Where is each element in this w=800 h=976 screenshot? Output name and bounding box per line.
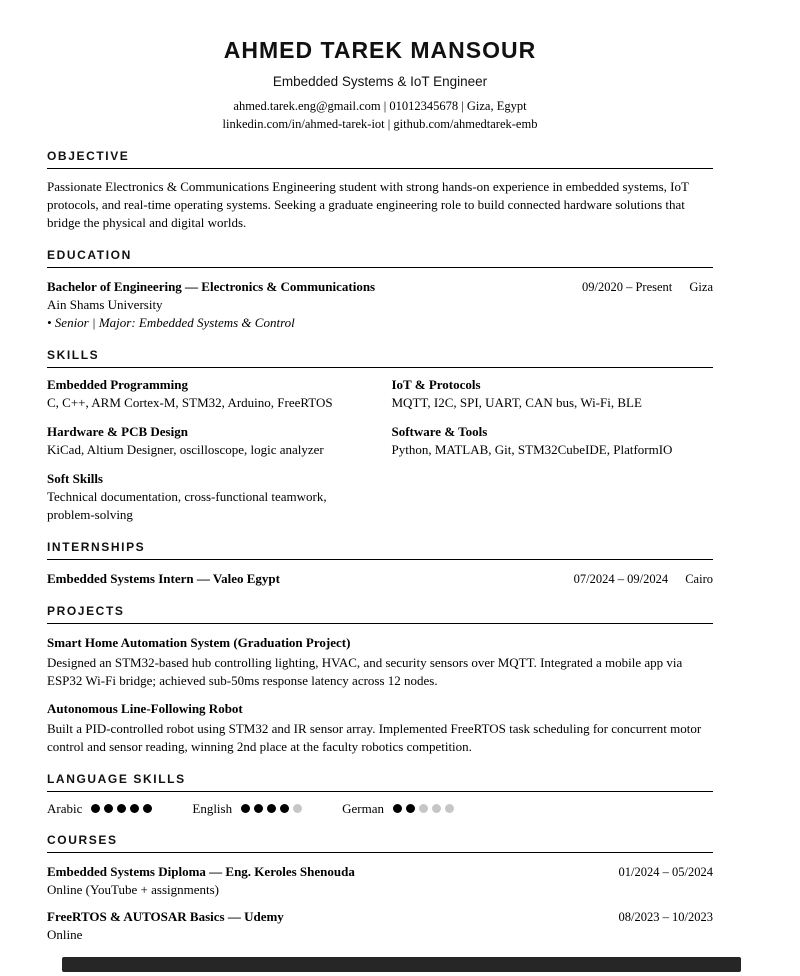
skills-heading: SKILLS [47,349,713,368]
language-level-dots [393,801,458,817]
contact-line-2: linkedin.com/in/ahmed-tarek-iot | github.com/ahmedtarek-emb [222,116,538,131]
internship-location: Cairo [685,572,713,586]
internships-heading: INTERNSHIPS [47,541,713,560]
internship-entry-row [47,570,713,588]
contact-line-1: ahmed.tarek.eng@gmail.com | 01012345678 | Giza, Egypt [233,99,527,113]
course-subtitle: Online (YouTube + assignments) [47,882,220,897]
skill-group-embedded-programming [47,376,369,412]
section-languages [47,773,713,817]
course-entry-row [47,908,713,926]
courses-heading: COURSES [47,834,713,853]
course-title: FreeRTOS & AUTOSAR Basics — Udemy [47,909,284,924]
level-dot-filled [241,804,250,813]
level-dot-empty [419,804,428,813]
language-level-dots [91,801,156,817]
skill-group-items: KiCad, Altium Designer, oscilloscope, logic analyzer [47,442,324,457]
candidate-title: Embedded Systems & IoT Engineer [272,74,488,89]
section-education [47,249,713,332]
objective-heading: OBJECTIVE [47,150,713,169]
languages-heading: LANGUAGE SKILLS [47,773,713,792]
school-name: Ain Shams University [47,297,163,312]
internship-date-location [574,570,713,588]
projects-heading: PROJECTS [47,605,713,624]
education-location: Giza [689,280,713,294]
skill-group-iot-protocols [392,376,714,412]
level-dot-filled [254,804,263,813]
course-subtitle: Online [47,927,83,942]
internship-title: Embedded Systems Intern — Valeo Egypt [47,571,280,586]
project-description: Designed an STM32-based hub controlling lighting, HVAC, and security sensors over MQTT. Integrated a mobile app via ESP32 Wi-Fi bridge; achieved sub-50ms response latency across 12 nodes. [47,655,683,688]
project-entry [47,700,713,756]
level-dot-filled [130,804,139,813]
education-date-location [582,278,713,296]
section-skills [47,349,713,524]
education-entry [47,278,713,332]
skill-group-title: Software & Tools [391,424,488,439]
level-dot-empty [432,804,441,813]
horizontal-scrollbar-thumb[interactable] [62,957,741,972]
skill-group-items: MQTT, I2C, SPI, UART, CAN bus, Wi-Fi, BLE [391,395,642,410]
level-dot-filled [267,804,276,813]
level-dot-empty [293,804,302,813]
level-dot-filled [280,804,289,813]
language-row [47,801,713,817]
project-title: Smart Home Automation System (Graduation Project) [47,635,351,650]
skill-group-title: Hardware & PCB Design [47,424,188,439]
education-heading: EDUCATION [47,249,713,268]
contact-block [47,98,713,133]
level-dot-filled [91,804,100,813]
level-dot-filled [143,804,152,813]
language-level-dots [241,801,306,817]
skill-group-title: IoT & Protocols [391,377,481,392]
resume-header [47,36,713,133]
project-title: Autonomous Line-Following Robot [47,701,243,716]
level-dot-filled [406,804,415,813]
level-dot-filled [117,804,126,813]
skill-group-title: Soft Skills [47,471,103,486]
level-dot-filled [104,804,113,813]
course-dates: 08/2023 – 10/2023 [618,910,713,924]
project-description: Built a PID-controlled robot using STM32 and IR sensor array. Implemented FreeRTOS task scheduling for concurrent motor control and sensor reading, winning 2nd place at the faculty robotics competition. [47,721,702,754]
skill-group-soft-skills [47,470,369,524]
candidate-name: AHMED TAREK MANSOUR [223,37,537,63]
skills-grid [47,376,713,524]
degree-title: Bachelor of Engineering — Electronics & Communications [47,279,376,294]
skill-group-items: C, C++, ARM Cortex-M, STM32, Arduino, FreeRTOS [47,395,333,410]
skill-group-title: Embedded Programming [47,377,188,392]
skill-group-items: Python, MATLAB, Git, STM32CubeIDE, PlatformIO [391,442,673,457]
course-dates: 01/2024 – 05/2024 [618,865,713,879]
education-details: • Senior | Major: Embedded Systems & Control [47,315,295,330]
course-entry-row [47,863,713,881]
skill-group-software-tools [392,423,714,459]
level-dot-empty [445,804,454,813]
skill-group-items: Technical documentation, cross-functional teamwork, problem-solving [47,489,327,522]
language-item-arabic [47,801,156,817]
course-entry [47,863,713,899]
section-objective [47,150,713,232]
skill-group-hardware-pcb [47,423,369,459]
language-name: Arabic [47,801,83,816]
language-name: German [342,801,384,816]
project-entry [47,634,713,690]
language-name: English [192,801,233,816]
language-item-german [342,801,458,817]
education-dates: 09/2020 – Present [581,280,673,294]
section-internships [47,541,713,588]
internship-dates: 07/2024 – 09/2024 [573,572,669,586]
education-entry-row [47,278,713,296]
section-projects [47,605,713,756]
section-courses [47,834,713,944]
internship-entry [47,570,713,588]
course-title: Embedded Systems Diploma — Eng. Keroles Shenouda [47,864,355,879]
course-entry [47,908,713,944]
level-dot-filled [393,804,402,813]
objective-text: Passionate Electronics & Communications Engineering student with strong hands-on experience in embedded systems, IoT protocols, and real-time operating systems. Seeking a graduate engineering role to build connected hardware solutions that bridge the physical and digital worlds. [47,179,689,230]
resume-page [47,0,713,944]
language-item-english [192,801,306,817]
